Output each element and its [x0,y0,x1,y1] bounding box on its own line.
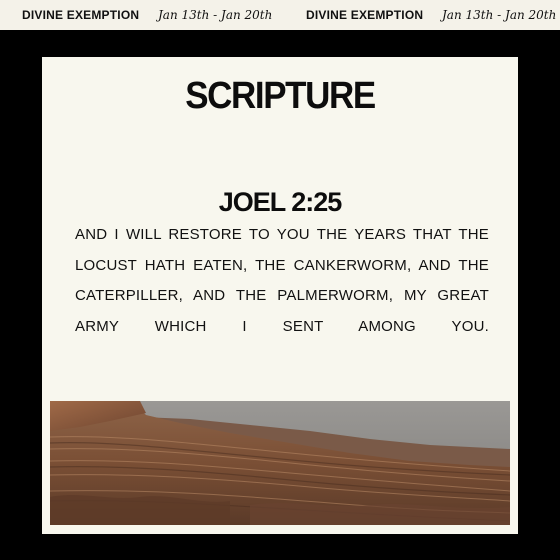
banner-date: Jan 13th - Jan 20th [158,8,273,22]
banner-title-repeat: DIVINE EXEMPTION [306,8,424,22]
card-heading: SCRIPTURE [185,75,375,117]
banner-date-repeat: Jan 13th - Jan 20th [442,8,557,22]
verse-reference: JOEL 2:25 [218,187,342,217]
banner-title: DIVINE EXEMPTION [22,8,140,22]
scripture-card [42,57,518,534]
desert-landscape-photo [50,401,510,525]
top-banner [0,0,560,30]
verse-text: AND I WILL RESTORE TO YOU THE YEARS THAT THE LOCUST HATH EATEN, THE CANKERWORM, AND THE CATERPILLER, AND THE PALMERWORM, MY GREAT ARMY WHICH I SENT AMONG YOU. [75,226,489,335]
